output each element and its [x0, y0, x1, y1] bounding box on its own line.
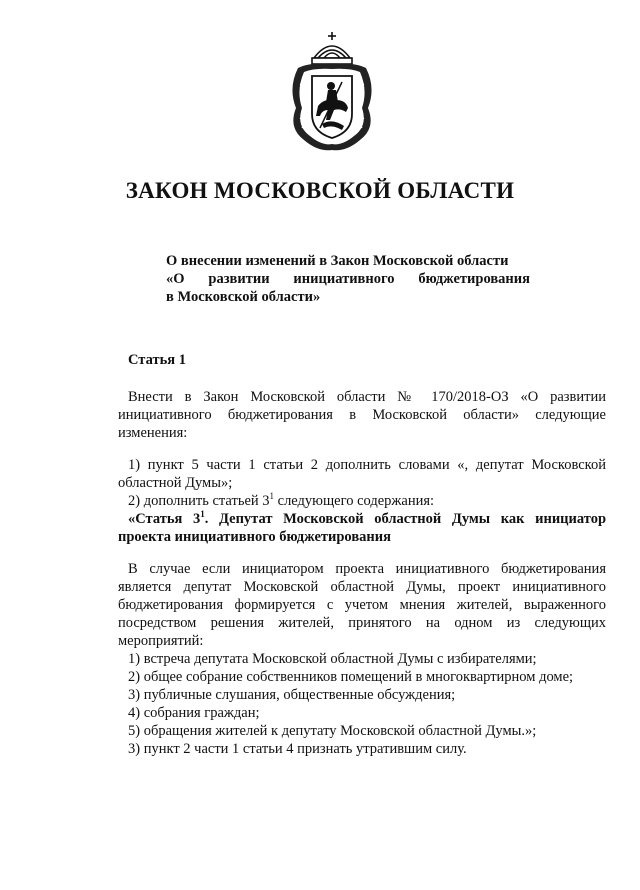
body-line-4: посредством решения жителей, принятого на одном из следующих: [118, 615, 606, 631]
item-2: [118, 492, 606, 510]
list-item: 2) общее собрание собственников помещений в многоквартирном доме;: [128, 669, 574, 685]
item-2-text: 2) дополнить статьей 3: [128, 493, 270, 509]
body-line-2: является депутат Московской областной Думы, проект инициативного: [118, 579, 606, 595]
item-2-text-after: следующего содержания:: [274, 493, 435, 509]
document-title: ЗАКОН МОСКОВСКОЙ ОБЛАСТИ: [125, 178, 515, 203]
new-article-title: «Статья 3: [128, 511, 201, 527]
events-list: [118, 650, 606, 758]
body-paragraph: [118, 560, 606, 650]
article-heading: Статья 1: [128, 352, 186, 368]
new-article-title-after: . Депутат Московской областной Думы как инициатор: [204, 511, 607, 527]
subject-line-3: в Московской области»: [166, 289, 321, 305]
subject-line-2: «О развитии инициативного бюджетирования: [166, 271, 530, 287]
subject-line-1: О внесении изменений в Закон Московской области: [166, 253, 509, 269]
new-article-superscript: 1: [200, 509, 205, 520]
coat-of-arms-icon: [284, 28, 380, 156]
item-1-line-1: 1) пункт 5 части 1 статьи 2 дополнить словами «, депутат Московской: [128, 457, 606, 473]
list-item: 4) собрания граждан;: [128, 705, 260, 721]
list-item: 5) обращения жителей к депутату Московской областной Думы.»;: [128, 723, 537, 739]
item-1: [118, 456, 606, 492]
intro-paragraph: [118, 388, 606, 442]
intro-line-3: изменения:: [118, 425, 188, 441]
body-line-1: В случае если инициатором проекта инициативного бюджетирования: [128, 561, 606, 577]
body-line-3: бюджетирования формируется с учетом мнения жителей, выраженного: [118, 597, 606, 613]
list-item: 1) встреча депутата Московской областной Думы с избирателями;: [128, 651, 537, 667]
list-item: 3) пункт 2 части 1 статьи 4 признать утратившим силу.: [128, 741, 467, 757]
intro-line-2: инициативного бюджетирования в Московской области» следующие: [118, 407, 606, 423]
law-subject: [166, 252, 530, 306]
body-line-5: мероприятий:: [118, 633, 204, 649]
item-2-superscript: 1: [269, 491, 275, 502]
intro-line-1: Внести в Закон Московской области № 170/2018-ОЗ «О развитии: [128, 389, 606, 405]
list-item: 3) публичные слушания, общественные обсуждения;: [128, 687, 456, 703]
item-1-line-2: областной Думы»;: [118, 475, 233, 491]
new-article-title-line-2: проекта инициативного бюджетирования: [118, 529, 391, 545]
new-article-heading: [118, 510, 606, 546]
